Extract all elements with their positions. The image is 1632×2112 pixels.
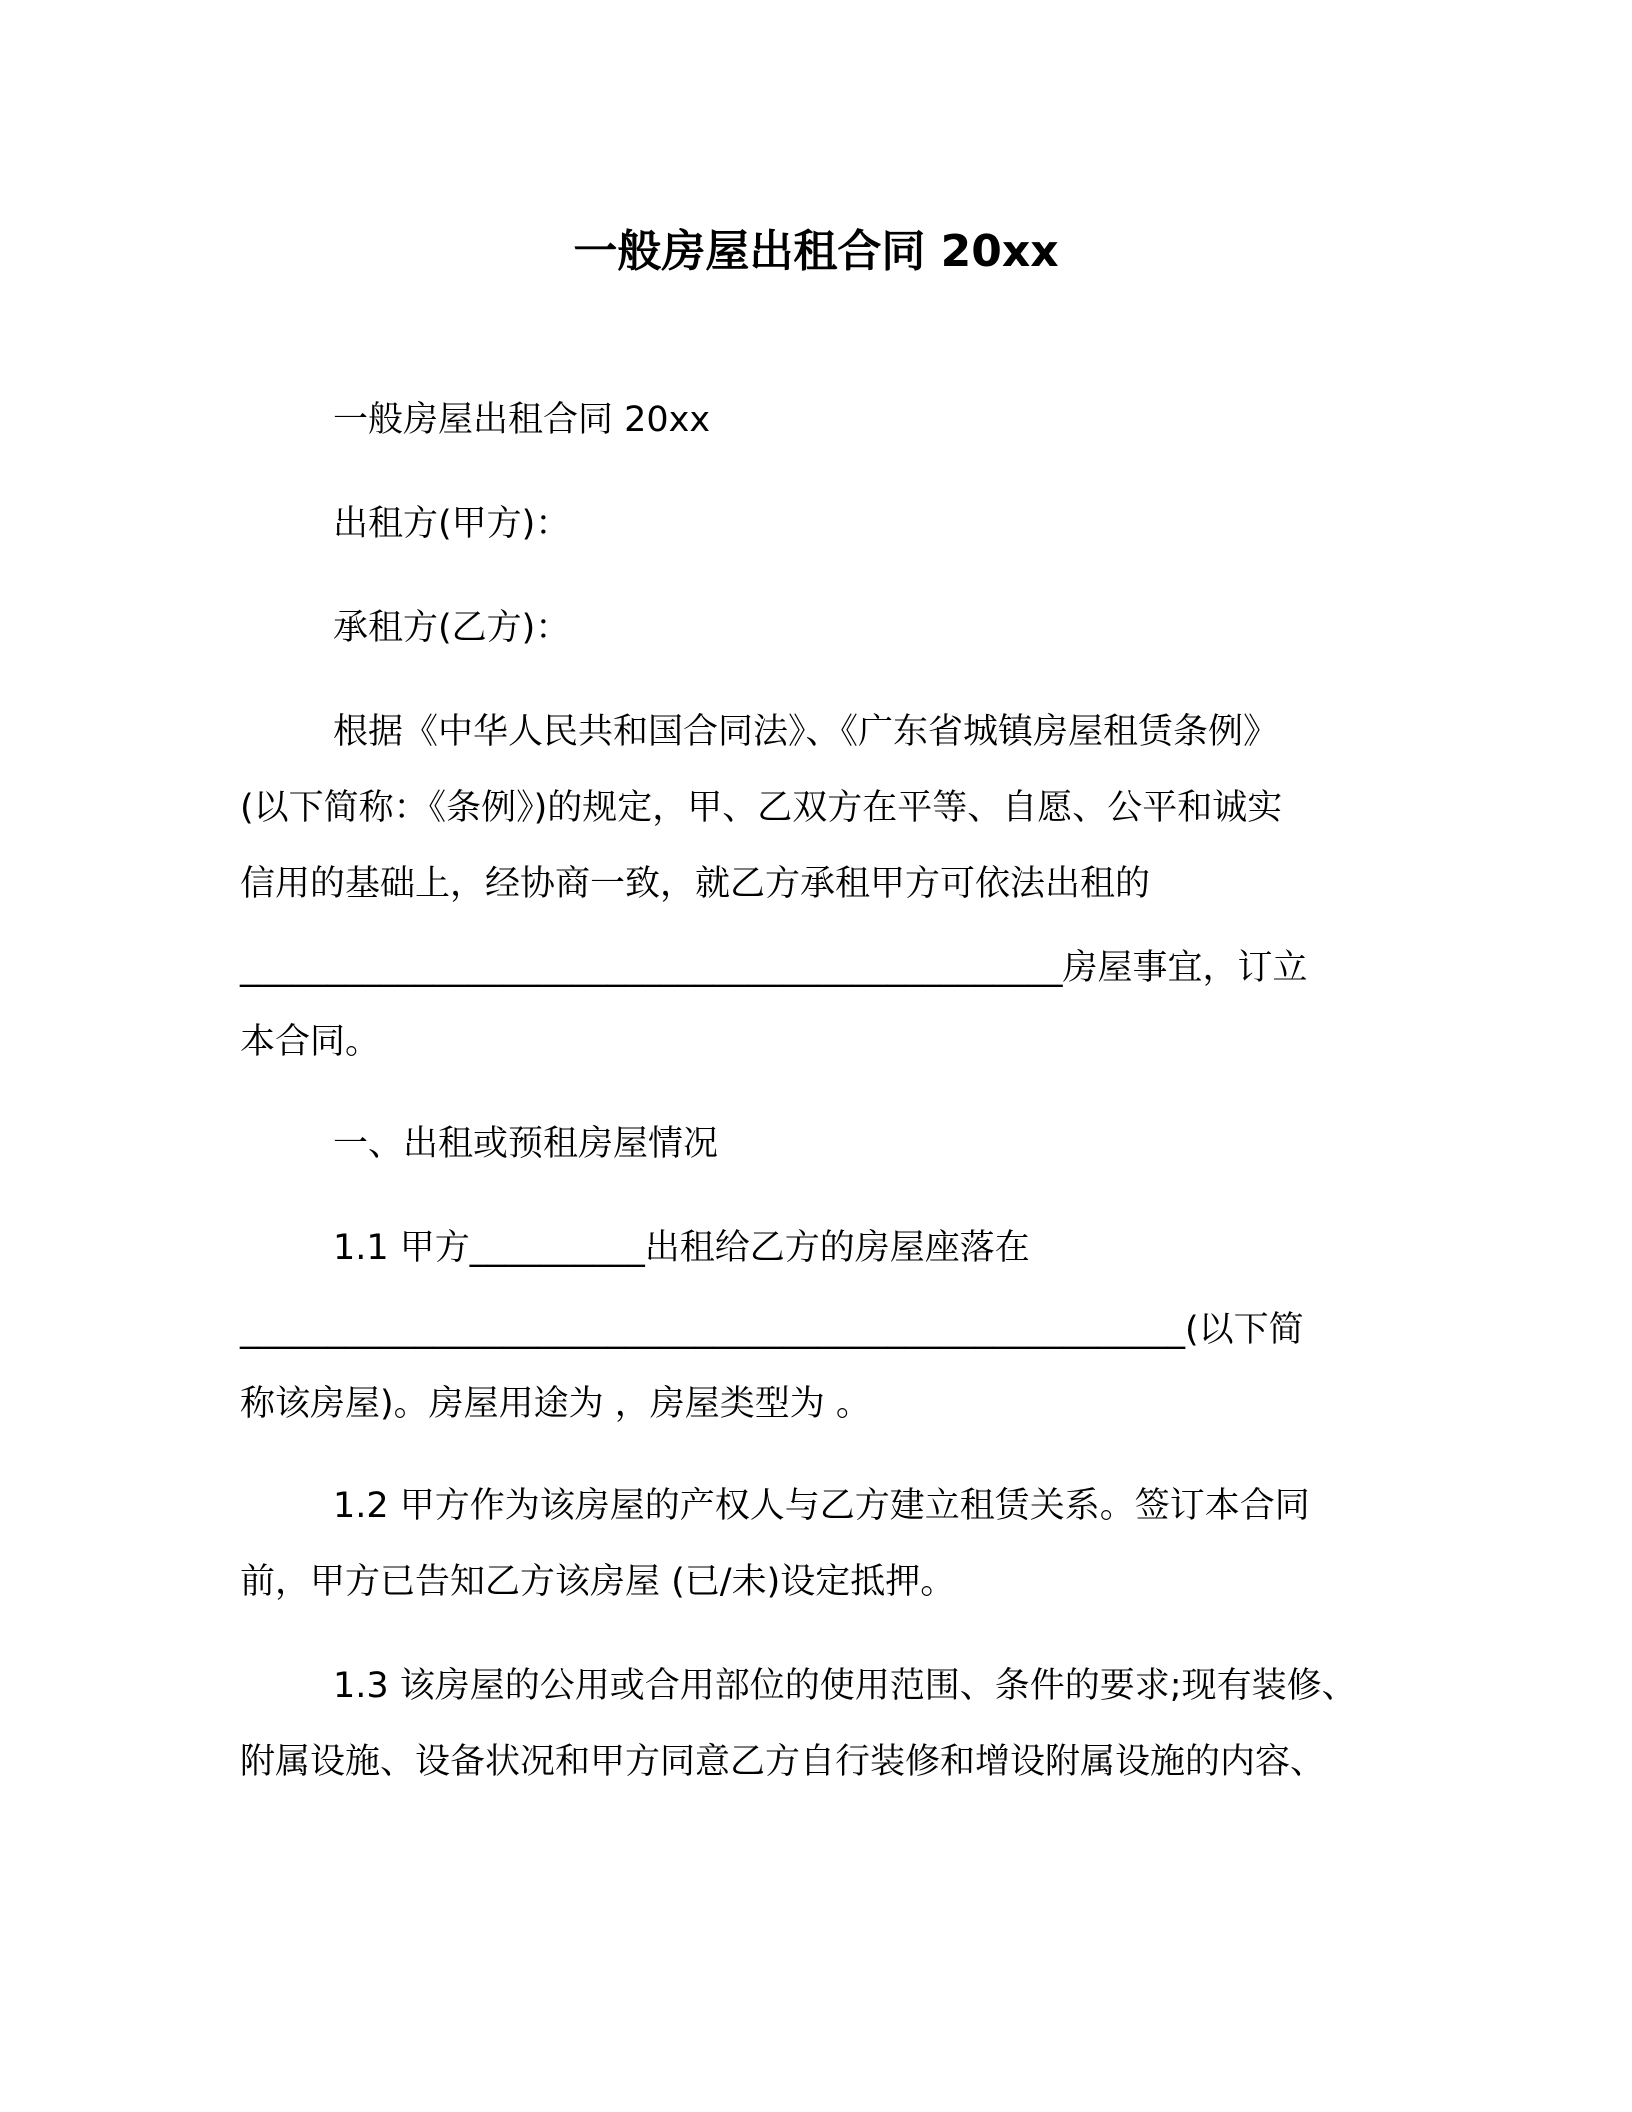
- clause-1-1-line-3: 称该房屋)。房屋用途为 ，房屋类型为 。: [240, 1384, 871, 1424]
- preamble-line-3: 信用的基础上，经协商一致，就乙方承租甲方可依法出租的: [240, 864, 1151, 904]
- document-title: 一般房屋出租合同 20xx: [573, 226, 1059, 277]
- clause-1-1-line-1: 1.1 甲方__________出租给乙方的房屋座落在: [333, 1228, 1030, 1268]
- clause-1-3-line-2: 附属设施、设备状况和甲方同意乙方自行装修和增设附属设施的内容、: [240, 1742, 1326, 1782]
- clause-1-3-line-1: 1.3 该房屋的公用或合用部位的使用范围、条件的要求;现有装修、: [333, 1666, 1357, 1706]
- subtitle-line: 一般房屋出租合同 20xx: [333, 400, 711, 440]
- preamble-line-5: 本合同。: [240, 1022, 381, 1062]
- clause-1-2-line-1: 1.2 甲方作为该房屋的产权人与乙方建立租赁关系。签订本合同: [333, 1486, 1310, 1526]
- lessor-line: 出租方(甲方)：: [333, 504, 571, 544]
- lessee-line: 承租方(乙方)：: [333, 608, 571, 648]
- preamble-line-2: (以下简称：《条例》)的规定，甲、乙双方在平等、自愿、公平和诚实: [240, 788, 1283, 828]
- clause-1-2-line-2: 前，甲方已告知乙方该房屋 (已/未)设定抵押。: [240, 1562, 956, 1602]
- clause-1-1-line-2: ______________________________________________________(以下简: [240, 1310, 1304, 1350]
- preamble-line-1: 根据《中华人民共和国合同法》、《广东省城镇房屋租赁条例》: [333, 712, 1279, 752]
- preamble-line-4: _______________________________________________房屋事宜，订立: [240, 948, 1308, 988]
- section-heading-1: 一、出租或预租房屋情况: [333, 1124, 719, 1164]
